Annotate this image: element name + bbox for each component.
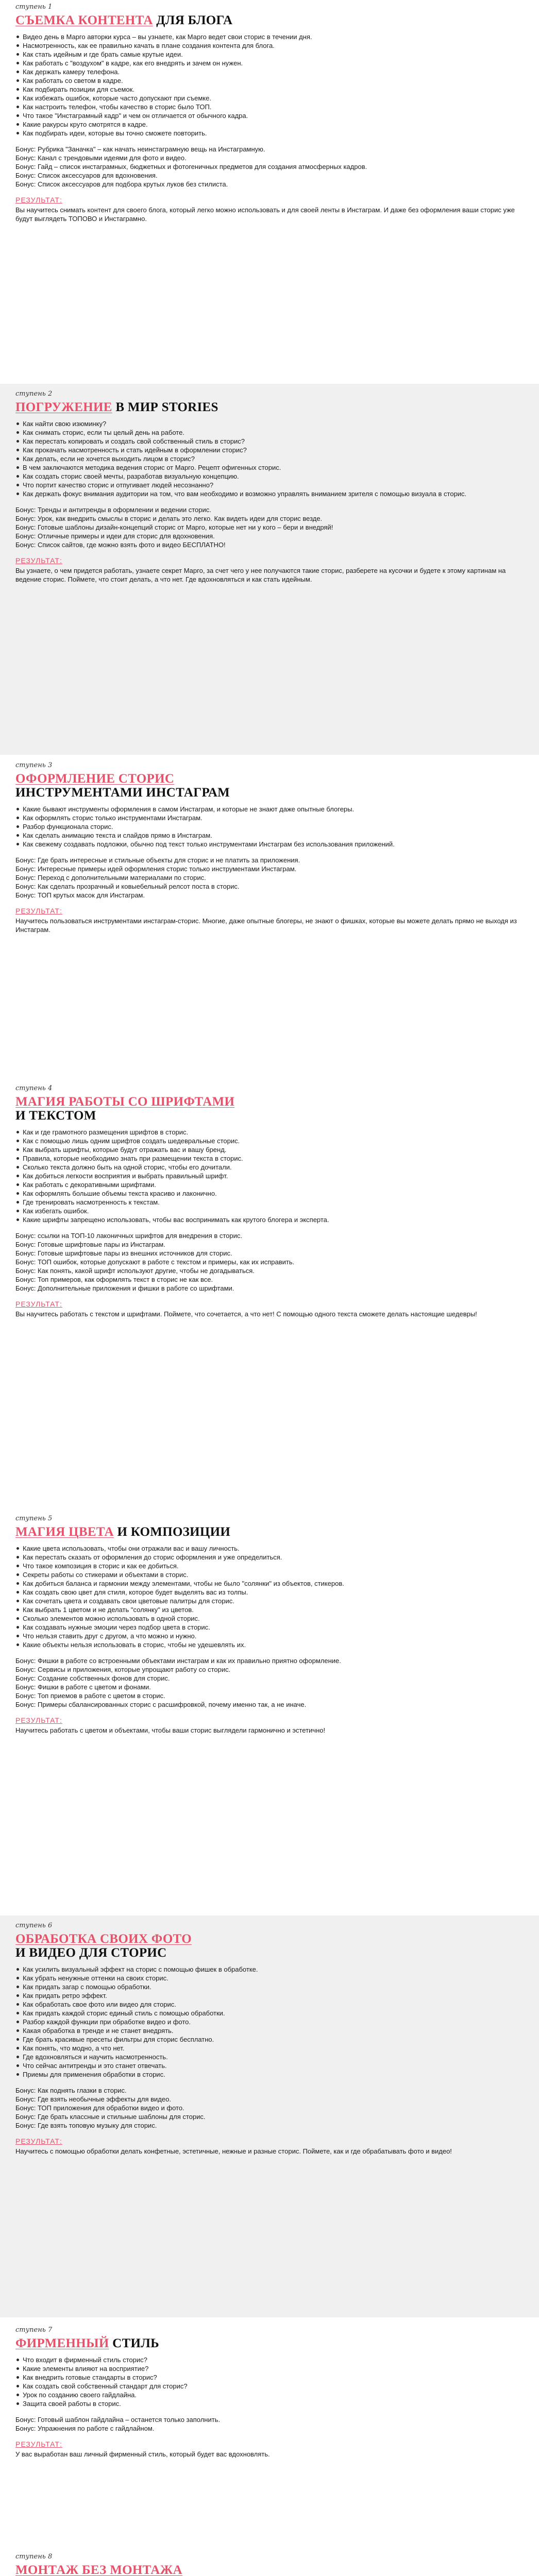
bonus-item: Бонус: Канал с трендовыми идеями для фото и видео. — [15, 154, 187, 162]
stage-title-bold: ИНСТРУМЕНТАМИ ИНСТАГРАМ — [15, 786, 230, 800]
list-item: Как избежать ошибок, которые часто допускают при съемке. — [15, 94, 524, 103]
list-item: Что такое композиция в сторис и как ее добиться. — [15, 1562, 524, 1570]
list-item: Какие объекты нельзя использовать в сторис, чтобы не удешевлять их. — [15, 1640, 524, 1649]
list-item: Какая обработка в тренде и не станет внедрять. — [15, 2026, 524, 2035]
stage-label: ступень 6 — [15, 1922, 53, 1929]
bonus-list — [15, 2086, 524, 2130]
stage-title-bold: В МИР STORIES — [115, 400, 218, 414]
stage-label: ступень 1 — [15, 3, 53, 11]
bonus-item: Бонус: ссылки на ТОП-10 лаконичных шрифтов для внедрения в сторис. — [15, 1232, 243, 1240]
result-text: У вас выработан ваш личный фирменный стиль, который будет вас вдохновлять. — [15, 2450, 270, 2458]
bonus-item: Бонус: Готовые шрифтовые пары из Инстаграм. — [15, 1241, 165, 1248]
list-item: Какие элементы влияют на восприятие? — [15, 2364, 524, 2373]
stage-title-colored: ФИРМЕННЫЙ — [15, 2336, 109, 2350]
bonus-item: Бонус: Фишки в работе с цветом и фонами. — [15, 1683, 151, 1691]
bonus-item: Бонус: Топ приемов в работе с цветом в сторис. — [15, 1692, 165, 1700]
stage-label: ступень 3 — [15, 761, 53, 769]
stage-title — [15, 1525, 524, 1539]
stage-title — [15, 1095, 524, 1123]
list-item: Разбор функционала сторис. — [15, 822, 524, 831]
stage-title — [15, 772, 524, 800]
list-item: Приемы для применения обработки в сторис. — [15, 2070, 524, 2079]
topics-list — [15, 419, 524, 498]
bonus-item: Бонус: Как понять, какой шрифт используют другие, чтобы не догадываться. — [15, 1267, 255, 1275]
stage-title — [15, 2563, 524, 2576]
list-item: Как работать с декоративными шрифтами. — [15, 1180, 524, 1189]
bonus-item: Бонус: Интересные примеры идей оформления сторис только инструментами Инстаграм. — [15, 865, 297, 873]
stage-title-colored: МАГИЯ РАБОТЫ СО ШРИФТАМИ — [15, 1095, 235, 1109]
list-item: Как внедрить готовые стандарты в сторис? — [15, 2373, 524, 2382]
list-item: Как держать камеру телефона. — [15, 67, 524, 76]
list-item: Урок по созданию своего гайдлайна. — [15, 2391, 524, 2399]
topics-list — [15, 2355, 524, 2408]
list-item: Где брать красивые пресеты фильтры для сторис бесплатно. — [15, 2035, 524, 2044]
result-heading: РЕЗУЛЬТАТ: — [15, 2137, 62, 2145]
bonus-item: Бонус: Дополнительные приложения и фишки в работе со шрифтами. — [15, 1284, 234, 1292]
stage-section-5 — [0, 1515, 539, 1911]
list-item: Какие цвета использовать, чтобы они отражали вас и вашу личность. — [15, 1544, 524, 1553]
topics-list — [15, 32, 524, 138]
list-item: Как подбирать позиции для съемок. — [15, 85, 524, 94]
list-item: Как работать с "воздухом" в кадре, как его внедрять и зачем он нужен. — [15, 59, 524, 67]
list-item: Как и где грамотного размещения шрифтов в сторис. — [15, 1128, 524, 1137]
stage-title — [15, 13, 524, 27]
stage-title — [15, 1932, 524, 1960]
list-item: Где тренировать насмотренность к текстам. — [15, 1198, 524, 1207]
list-item: Как придать загар с помощью обработки. — [15, 1982, 524, 1991]
list-item: Как убрать ненужные оттенки на своих сторис. — [15, 1974, 524, 1982]
list-item: Как сделать анимацию текста и слайдов прямо в Инстаграм. — [15, 831, 524, 840]
bonus-item: Бонус: ТОП приложения для обработки видео и фото. — [15, 2104, 184, 2112]
bonus-item: Бонус: Топ примеров, как оформлять текст в сторис не как все. — [15, 1276, 213, 1283]
list-item: Как создавать нужные эмоции через подбор цвета в сторис. — [15, 1623, 524, 1632]
stage-section-7 — [0, 2326, 539, 2543]
list-item: Как снимать сторис, если ты целый день на работе. — [15, 428, 524, 437]
stage-title-bold: И КОМПОЗИЦИИ — [117, 1525, 231, 1539]
result-heading: РЕЗУЛЬТАТ: — [15, 907, 62, 915]
list-item: Видео день в Марго авторки курса – вы узнаете, как Марго ведет свои сторис в течении дня. — [15, 32, 524, 41]
bonus-item: Бонус: Список аксессуаров для подбора крутых луков без стилиста. — [15, 180, 228, 188]
stage-label: ступень 8 — [15, 2553, 53, 2561]
bonus-item: Бонус: Как сделать прозрачный и ковыебельный релсот поста в сторис. — [15, 883, 240, 890]
bonus-item: Бонус: Фишки в работе со встроенными объектами инстаграм и как их правильно приятно оформление. — [15, 1657, 341, 1665]
list-item: Сколько элементов можно использовать в одной сторис. — [15, 1614, 524, 1623]
stage-section-8 — [0, 2553, 539, 2576]
list-item: В чем заключаются методика ведения сторис от Марго. Рецепт офигенных сторис. — [15, 463, 524, 472]
list-item: Как сочетать цвета и создавать свои цветовые палитры для сторис. — [15, 1597, 524, 1605]
result-text: Научитесь работать с цветом и объектами, чтобы ваши сторис выглядели гармонично и эстетично! — [15, 1726, 326, 1734]
stage-title-colored: МОНТАЖ БЕЗ МОНТАЖА — [15, 2563, 183, 2576]
list-item: Что портит качество сторис и отпугивает людей несознанно? — [15, 481, 524, 489]
stage-section-3 — [0, 761, 539, 1076]
stage-title-bold: ДЛЯ БЛОГА — [156, 13, 233, 27]
bonus-item: Бонус: ТОП крутых масок для Инстаграм. — [15, 891, 145, 899]
bonus-item: Бонус: Готовые шрифтовые пары из внешних источников для сторис. — [15, 1249, 232, 1257]
stage-label: ступень 7 — [15, 2326, 53, 2334]
list-item: Как с помощью лишь одним шрифтов создать шедевральные сторис. — [15, 1137, 524, 1145]
list-item: Какие ракурсы круто смотрятся в кадре. — [15, 120, 524, 129]
bonus-item: Бонус: Готовый шаблон гайдлайна – останется только заполнить. — [15, 2416, 221, 2424]
list-item: Как усилить визуальный эффект на сторис с помощью фишек в обработке. — [15, 1965, 524, 1974]
bonus-list — [15, 1656, 524, 1709]
list-item: Секреты работы со стикерами и объектами в сторис. — [15, 1570, 524, 1579]
result-text: Вы узнаете, о чем придется работать, узнаете секрет Марго, за счет чего у нее получаются такие сторис, разберете на кусочки и будете к этому картинам на ведение сторис. Поймете, что стоит делать, а что нет. Где вдохновляться и как стать идейным. — [15, 567, 506, 583]
bonus-list — [15, 505, 524, 549]
list-item: Как подбирать идеи, которые вы точно сможете повторить. — [15, 129, 524, 138]
bonus-item: Бонус: Упражнения по работе с гайдлайном. — [15, 2425, 155, 2432]
list-item: Как придать каждой сторис единый стиль с помощью обработки. — [15, 2009, 524, 2018]
stage-title-bold: И ВИДЕО ДЛЯ СТОРИС — [15, 1946, 167, 1960]
stage-title — [15, 400, 524, 414]
list-item: Что такое "Инстаграмный кадр" и чем он отличается от обычного кадра. — [15, 111, 524, 120]
stage-label: ступень 4 — [15, 1084, 53, 1092]
result-heading: РЕЗУЛЬТАТ: — [15, 556, 62, 565]
list-item: Где вдохновляться и научить насмотренность. — [15, 2053, 524, 2061]
list-item: Что сейчас антитренды и это станет отвечать. — [15, 2061, 524, 2070]
list-item: Как добиться легкости восприятия и выбрать правильный шрифт. — [15, 1172, 524, 1180]
bonus-item: Бонус: Переход с дополнительными материалами по сторис. — [15, 874, 206, 882]
list-item: Как перестать копировать и создать свой собственный стиль в сторис? — [15, 437, 524, 446]
list-item: Как понять, что модно, а что нет. — [15, 2044, 524, 2053]
topics-list — [15, 1544, 524, 1649]
bonus-item: Бонус: Где взять необычные эффекты для видео. — [15, 2095, 171, 2103]
list-item: Что нельзя ставить друг с другом, а что можно и нужно. — [15, 1632, 524, 1640]
list-item: Как добиться баланса и гармонии между элементами, чтобы не было "солянки" из объектов, стикеров. — [15, 1579, 524, 1588]
bonus-item: Бонус: Где брать классные и стильные шаблоны для сторис. — [15, 2113, 206, 2121]
list-item: Сколько текста должно быть на одной сторис, чтобы его дочитали. — [15, 1163, 524, 1172]
stage-section-4 — [0, 1084, 539, 1507]
result-heading: РЕЗУЛЬТАТ: — [15, 196, 62, 204]
result-heading: РЕЗУЛЬТАТ: — [15, 1716, 62, 1724]
list-item: Как оформлять сторис только инструментами Инстаграм. — [15, 814, 524, 822]
bonus-item: Бонус: Гайд – список инстаграмных, бюджетных и фотогеничных предметов для создания атмосферных кадров. — [15, 163, 367, 171]
topics-list — [15, 1128, 524, 1224]
stage-title — [15, 2336, 524, 2350]
list-item: Защита своей работы в сторис. — [15, 2399, 524, 2408]
bonus-item: Бонус: Урок, как внедрить смыслы в сторис и делать это легко. Как видеть идеи для сторис везде. — [15, 515, 323, 522]
stage-section-6 — [0, 1916, 539, 2317]
stage-title-colored: СЪЕМКА КОНТЕНТА — [15, 13, 153, 27]
stage-title-colored: МАГИЯ ЦВЕТА — [15, 1525, 114, 1539]
list-item: Насмотренность, как ее правильно качать в плане создания контента для блога. — [15, 41, 524, 50]
list-item: Как оформлять большие объемы текста красиво и лаконично. — [15, 1189, 524, 1198]
stage-section-1 — [0, 3, 539, 382]
stage-title-colored: ОФОРМЛЕНИЕ СТОРИС — [15, 772, 175, 786]
bonus-item: Бонус: Рубрика "Заначка" – как начать неинстаграмную вещь на Инстаграмную. — [15, 145, 265, 153]
list-item: Правила, которые необходимо знать при размещении текста в сторис. — [15, 1154, 524, 1163]
list-item: Как работать со светом в кадре. — [15, 76, 524, 85]
bonus-item: Бонус: Список сайтов, где можно взять фото и видео БЕСПЛАТНО! — [15, 541, 226, 549]
list-item: Какие бывают инструменты оформления в самом Инстаграм, и которые не знают даже опытные блогеры. — [15, 805, 524, 814]
topics-list — [15, 1965, 524, 2079]
list-item: Как избегать ошибок. — [15, 1207, 524, 1215]
stage-title-colored: ПОГРУЖЕНИЕ — [15, 400, 112, 414]
bonus-item: Бонус: Тренды и антитренды в оформлении и ведении сторис. — [15, 506, 211, 514]
stage-title-colored: ОБРАБОТКА СВОИХ ФОТО — [15, 1932, 192, 1946]
list-item: Как обработать свое фото или видео для сторис. — [15, 2000, 524, 2009]
list-item: Как создать свой собственный стандарт для сторис? — [15, 2382, 524, 2391]
bonus-list — [15, 2415, 524, 2433]
list-item: Как выбрать 1 цветом и не делать "солянку" из цветов. — [15, 1605, 524, 1614]
bonus-item: Бонус: Где взять топовую музыку для сторис. — [15, 2122, 157, 2129]
list-item: Как создать сторис своей мечты, разработав визуальную концепцию. — [15, 472, 524, 481]
stage-section-2 — [0, 384, 539, 755]
bonus-list — [15, 145, 524, 189]
result-text: Научитесь пользоваться инструментами инстаграм-сторис. Многие, даже опытные блогеры, не знают о фишках, которые вы можете делать прямо не выходя из Инстаграм. — [15, 917, 517, 934]
list-item: Разбор каждой функции при обработке видео и фото. — [15, 2018, 524, 2026]
result-heading: РЕЗУЛЬТАТ: — [15, 1300, 62, 1308]
result-heading: РЕЗУЛЬТАТ: — [15, 2440, 62, 2448]
topics-list — [15, 805, 524, 849]
bonus-item: Бонус: Список аксессуаров для вдохновения. — [15, 172, 158, 179]
bonus-item: Бонус: Готовые шаблоны дизайн-концепций сторис от Марго, которые нет ни у кого – бери и внедряй! — [15, 523, 333, 531]
list-item: Как создать свою цвет для стиля, которое будет выделять вас из толпы. — [15, 1588, 524, 1597]
bonus-item: Бонус: Как поднять глазки в сторис. — [15, 2087, 127, 2094]
bonus-list — [15, 856, 524, 900]
bonus-item: Бонус: Где брать интересные и стильные объекты для сторис и не платить за приложения. — [15, 856, 300, 864]
stage-title-bold: СТИЛЬ — [112, 2336, 159, 2350]
list-item: Как придать ретро эффект. — [15, 1991, 524, 2000]
list-item: Как выбрать шрифты, которые будут отражать вас и вашу бренд. — [15, 1145, 524, 1154]
bonus-item: Бонус: Создание собственных фонов для сторис. — [15, 1674, 170, 1682]
list-item: Какие шрифты запрещено использовать, чтобы вас воспринимать как крутого блогера и эксперта. — [15, 1215, 524, 1224]
list-item: Что входит в фирменный стиль сторис? — [15, 2355, 524, 2364]
stage-label: ступень 2 — [15, 390, 53, 398]
stage-label: ступень 5 — [15, 1515, 53, 1522]
list-item: Как перестать сказать от оформления до сторис оформления и уже определиться. — [15, 1553, 524, 1562]
list-item: Как настроить телефон, чтобы качество в сторис было ТОП. — [15, 103, 524, 111]
result-text: Научитесь с помощью обработки делать конфетные, эстетичные, нежные и разные сторис. Поймете, как и где обрабатывать фото и видео! — [15, 2147, 452, 2155]
list-item: Как найти свою изюминку? — [15, 419, 524, 428]
bonus-item: Бонус: Примеры сбалансированных сторис с расшифровкой, почему именно так, а не иначе. — [15, 1701, 307, 1708]
stage-title-bold: И ТЕКСТОМ — [15, 1109, 96, 1123]
bonus-list — [15, 1231, 524, 1293]
list-item: Как свежему создавать подложки, обычно под текст только инструментами Инстаграм без использования приложений. — [15, 840, 524, 849]
list-item: Как держать фокус внимания аудитории на том, что вам необходимо и возможно управлять вниманием зрителя с помощью визуала в сторис. — [15, 489, 524, 498]
bonus-item: Бонус: Сервисы и приложения, которые упрощают работу со сторис. — [15, 1666, 231, 1673]
result-text: Вы научитесь снимать контент для своего блога, который легко можно использовать и для своей ленты в Инстаграм. И даже без оформления ваши сторис уже будут выглядеть ТОПОВО и Инстаграмно. — [15, 206, 515, 223]
list-item: Как стать идейным и где брать самые крутые идеи. — [15, 50, 524, 59]
bonus-item: Бонус: Отличные примеры и идеи для сторис для вдохновения. — [15, 532, 215, 540]
list-item: Как делать, если не хочется выходить лицом в сторис? — [15, 454, 524, 463]
list-item: Как прокачать насмотренность и стать идейным в оформлении сторис? — [15, 446, 524, 454]
bonus-item: Бонус: ТОП ошибок, которые допускают в работе с текстом и примеры, как их исправить. — [15, 1258, 295, 1266]
result-text: Вы научитесь работать с текстом и шрифтами. Поймете, что сочетается, а что нет! С помощью одного текста сможете делать настоящие шедевры! — [15, 1310, 477, 1318]
